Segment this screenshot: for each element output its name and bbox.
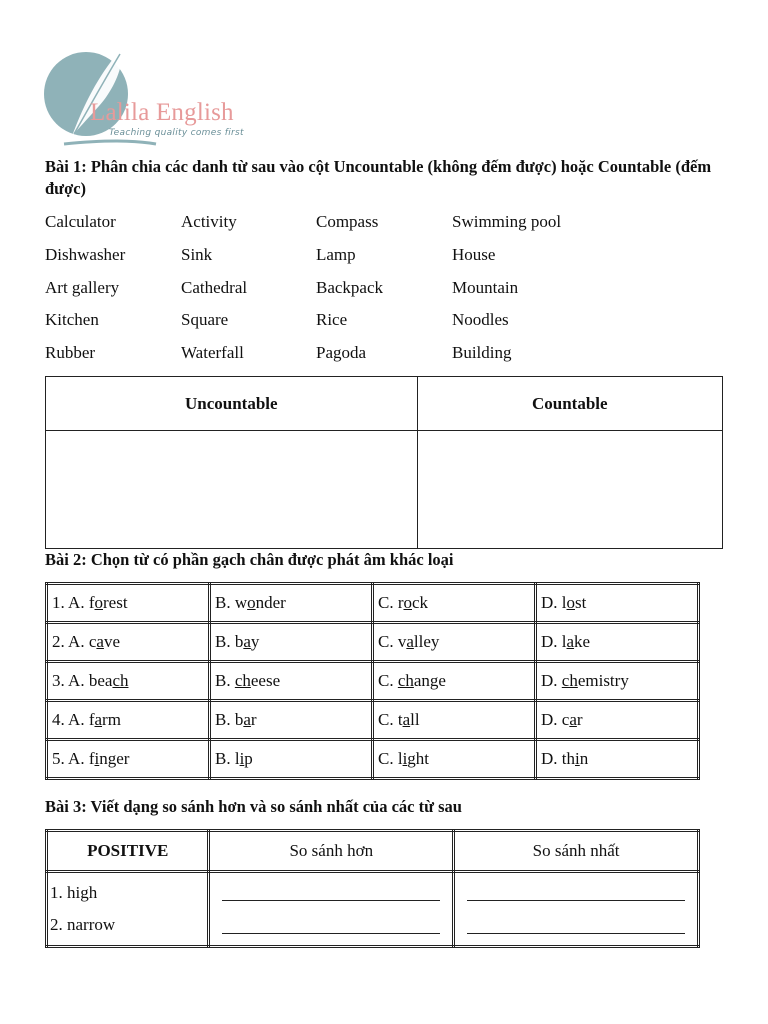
option-text: lley — [413, 632, 440, 651]
option-text: rest — [103, 593, 128, 612]
option-text: D. l — [541, 593, 567, 612]
underlined-sound: o — [403, 593, 412, 612]
logo-tagline: Teaching quality comes first — [109, 128, 244, 138]
answer-option[interactable] — [536, 584, 699, 623]
answer-option[interactable] — [210, 584, 373, 623]
option-text: C. v — [378, 632, 407, 651]
option-text: B. — [215, 671, 235, 690]
word-item: Rice — [316, 310, 348, 330]
word-item: Sink — [181, 244, 213, 264]
word-item: 2. narrow — [50, 915, 116, 934]
word-item: Art gallery — [45, 277, 120, 297]
comparative-header: So sánh hơn — [209, 831, 454, 872]
underlined-sound: a — [243, 632, 251, 651]
underlined-sound: a — [402, 710, 411, 729]
sort-table — [45, 376, 723, 549]
word-item: Rubber — [45, 343, 96, 363]
option-text: D. th — [541, 749, 575, 768]
option-text: emistry — [577, 671, 629, 690]
option-text: B. b — [215, 710, 244, 729]
word-item: Square — [181, 310, 229, 330]
word-item: House — [452, 244, 496, 264]
option-text: 4. A. f — [52, 710, 95, 729]
answer-line[interactable] — [467, 878, 685, 901]
option-text: B. b — [215, 632, 244, 651]
underlined-sound: ch — [234, 671, 251, 690]
option-text: ke — [574, 632, 591, 651]
option-text: n — [579, 749, 589, 768]
underlined-sound: i — [239, 749, 245, 768]
option-text: ve — [103, 632, 120, 651]
answer-option[interactable] — [210, 662, 373, 701]
word-item: Dishwasher — [45, 244, 126, 264]
answer-option[interactable] — [47, 584, 210, 623]
underlined-sound: a — [96, 632, 104, 651]
option-text: 5. A. f — [52, 749, 95, 768]
option-text: C. t — [378, 710, 403, 729]
answer-option[interactable] — [536, 662, 699, 701]
word-item: Noodles — [452, 310, 509, 330]
logo — [44, 44, 264, 156]
option-text: 3. A. bea — [52, 671, 113, 690]
answer-option[interactable] — [373, 623, 536, 662]
exercise3-title: Bài 3: Viết dạng so sánh hơn và so sánh nhất của các từ sau — [45, 797, 462, 816]
option-text: 1. A. f — [52, 593, 95, 612]
word-item: Waterfall — [181, 343, 244, 363]
countable-header: Countable — [417, 377, 722, 431]
word-item: Swimming pool — [452, 212, 562, 231]
underlined-sound: i — [575, 749, 580, 768]
underlined-sound: ch — [397, 671, 414, 690]
word-item: Mountain — [452, 277, 519, 297]
comparative-answer-cell — [209, 872, 454, 947]
underlined-sound: a — [406, 632, 414, 651]
option-text: D. c — [541, 710, 570, 729]
word-cell — [47, 872, 209, 947]
logo-brand-text: Lalila English — [90, 99, 234, 126]
answer-option[interactable] — [536, 740, 699, 779]
pronunciation-table — [45, 582, 700, 780]
exercise2-title: Bài 2: Chọn từ có phần gạch chân được phát âm khác loại — [45, 550, 454, 569]
answer-line[interactable] — [222, 878, 440, 901]
answer-option[interactable] — [373, 662, 536, 701]
answer-option[interactable] — [536, 701, 699, 740]
answer-line[interactable] — [222, 911, 440, 934]
word-item: Cathedral — [181, 277, 248, 297]
option-text: r — [576, 710, 583, 729]
option-text: r — [250, 710, 257, 729]
word-item: Kitchen — [45, 310, 99, 330]
word-item: 1. high — [50, 883, 98, 902]
underlined-sound: a — [243, 710, 251, 729]
uncountable-header: Uncountable — [46, 377, 418, 431]
option-text: B. l — [215, 749, 240, 768]
positive-header: POSITIVE — [47, 831, 209, 872]
option-text: nger — [99, 749, 130, 768]
answer-option[interactable] — [210, 701, 373, 740]
underlined-sound: i — [94, 749, 100, 768]
countable-answer-cell[interactable] — [417, 431, 722, 549]
option-text: ck — [412, 593, 429, 612]
question-row — [47, 701, 699, 740]
option-text: y — [250, 632, 260, 651]
option-text: rm — [102, 710, 121, 729]
option-text: C. — [378, 671, 398, 690]
answer-option[interactable] — [373, 584, 536, 623]
superlative-answer-cell — [454, 872, 699, 947]
uncountable-answer-cell[interactable] — [46, 431, 418, 549]
word-item: Lamp — [316, 244, 356, 264]
option-text: 2. A. c — [52, 632, 97, 651]
underlined-sound: a — [94, 710, 103, 729]
answer-option[interactable] — [47, 701, 210, 740]
underlined-sound: i — [402, 749, 408, 768]
option-text: ange — [413, 671, 446, 690]
underlined-sound: ch — [112, 671, 129, 690]
option-text: B. w — [215, 593, 248, 612]
question-row — [47, 623, 699, 662]
question-row — [47, 740, 699, 779]
option-text: st — [575, 593, 587, 612]
option-text: C. r — [378, 593, 404, 612]
answer-option[interactable] — [47, 740, 210, 779]
comparison-table — [45, 829, 700, 948]
option-text: eese — [250, 671, 281, 690]
underlined-sound: ch — [561, 671, 578, 690]
answer-option[interactable] — [373, 701, 536, 740]
answer-line[interactable] — [467, 911, 685, 934]
answer-option[interactable] — [210, 740, 373, 779]
answer-option[interactable] — [47, 662, 210, 701]
underlined-sound: a — [569, 710, 577, 729]
option-text: nder — [255, 593, 286, 612]
option-text: ll — [410, 710, 420, 729]
answer-option[interactable] — [536, 623, 699, 662]
answer-option[interactable] — [373, 740, 536, 779]
word-item: Calculator — [45, 212, 116, 231]
underlined-sound: a — [566, 632, 575, 651]
underlined-sound: o — [94, 593, 103, 612]
option-text: p — [244, 749, 253, 768]
word-item: Building — [452, 343, 512, 363]
option-text: D. — [541, 671, 562, 690]
word-item: Activity — [181, 212, 237, 231]
word-item: Pagoda — [316, 343, 367, 363]
option-text: D. l — [541, 632, 567, 651]
option-text: C. l — [378, 749, 403, 768]
superlative-header: So sánh nhất — [454, 831, 699, 872]
word-item: Backpack — [316, 277, 384, 297]
underlined-sound: o — [247, 593, 256, 612]
question-row — [47, 662, 699, 701]
word-item: Compass — [316, 212, 379, 231]
question-row — [47, 584, 699, 623]
option-text: ght — [407, 749, 430, 768]
underlined-sound: o — [566, 593, 575, 612]
exercise1-title: Bài 1: Phân chia các danh từ sau vào cột Uncountable (không đếm được) hoặc Countable (đếm được) — [45, 157, 712, 198]
answer-option[interactable] — [47, 623, 210, 662]
answer-option[interactable] — [210, 623, 373, 662]
